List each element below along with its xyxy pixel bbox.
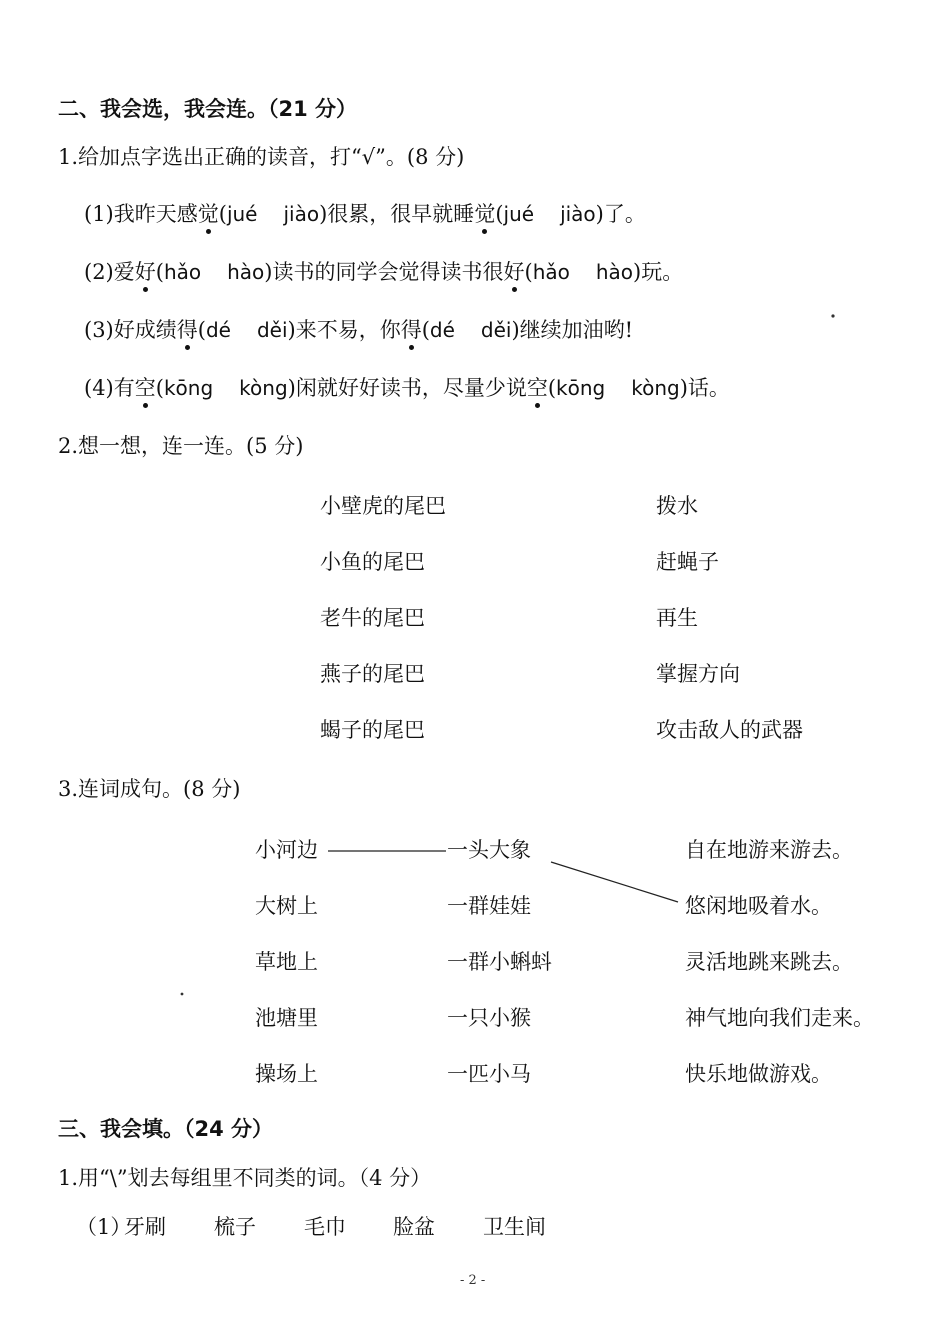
pinyin-option[interactable]: kòng [631, 376, 680, 400]
dotted-char: 好 [134, 260, 156, 284]
item-text: )了。 [595, 202, 646, 226]
pinyin-option[interactable]: hǎo [163, 260, 202, 284]
subject-4[interactable]: 一只小猴 [447, 1006, 531, 1030]
tail-use-2[interactable]: 赶蝇子 [656, 550, 719, 574]
subject-3[interactable]: 一群小蝌蚪 [447, 950, 552, 974]
pinyin-option[interactable]: hào [227, 260, 265, 284]
dotted-char: 得 [400, 318, 422, 342]
page-number: - 2 - [460, 1273, 486, 1288]
stray-mark [181, 993, 184, 996]
tail-owner-2[interactable]: 小鱼的尾巴 [320, 550, 425, 574]
pinyin-option[interactable]: kòng [239, 376, 288, 400]
tail-use-5[interactable]: 攻击敌人的武器 [656, 718, 803, 742]
section-3-title: 三、我会填。（24 分） [58, 1117, 274, 1141]
section-2-title: 二、我会选，我会连。（21 分） [58, 97, 358, 121]
pinyin-option[interactable]: jiào [560, 202, 596, 226]
pinyin-option[interactable]: kōng [556, 376, 606, 400]
dotted-char: 好 [503, 260, 525, 284]
subject-1[interactable]: 一头大象 [447, 838, 531, 862]
word-1[interactable]: 牙刷 [124, 1215, 166, 1239]
pinyin-option[interactable]: kōng [163, 376, 214, 400]
pinyin-item-1: (1)我昨天感觉(jué jiào)很累，很早就睡觉(jué jiào)了。 [84, 202, 646, 226]
pinyin-option[interactable]: hǎo [532, 260, 570, 284]
word-3[interactable]: 毛巾 [304, 1215, 346, 1239]
subject-5[interactable]: 一匹小马 [447, 1062, 531, 1086]
question-1-title: 1.给加点字选出正确的读音，打“√”。(8 分) [58, 145, 465, 169]
tail-owner-1[interactable]: 小壁虎的尾巴 [320, 494, 446, 518]
action-5[interactable]: 快乐地做游戏。 [685, 1062, 832, 1086]
pinyin-option[interactable]: dé [205, 318, 231, 342]
place-5[interactable]: 操场上 [255, 1062, 318, 1086]
pinyin-item-3: (3)好成绩得(dé děi)来不易，你得(dé děi)继续加油哟! [84, 318, 634, 342]
subject-2[interactable]: 一群娃娃 [447, 894, 531, 918]
pinyin-option[interactable]: jiào [283, 202, 320, 226]
pinyin-option[interactable]: jué [226, 202, 258, 226]
pinyin-option[interactable]: děi [480, 318, 512, 342]
dotted-char: 觉 [474, 202, 496, 226]
action-3[interactable]: 灵活地跳来跳去。 [685, 950, 853, 974]
dotted-char: 得 [176, 318, 198, 342]
item-text: )闲就好好读书，尽量少说 [287, 376, 527, 400]
tail-owner-4[interactable]: 燕子的尾巴 [320, 662, 425, 686]
action-2[interactable]: 悠闲地吸着水。 [685, 894, 832, 918]
item-text: )很累，很早就睡 [319, 202, 475, 226]
item-text: )玩。 [633, 260, 684, 284]
word-2[interactable]: 梳子 [214, 1215, 256, 1239]
dotted-char: 空 [526, 376, 548, 400]
tail-use-4[interactable]: 掌握方向 [656, 662, 740, 686]
tail-use-1[interactable]: 拨水 [656, 494, 698, 518]
place-2[interactable]: 大树上 [255, 894, 318, 918]
pinyin-item-4: (4)有空(kōng kòng)闲就好好读书，尽量少说空(kōng kòng)话。 [84, 376, 730, 400]
pinyin-option[interactable]: jué [503, 202, 535, 226]
tail-use-3[interactable]: 再生 [656, 606, 698, 630]
item-text: (3)好成绩 [84, 318, 177, 342]
action-1[interactable]: 自在地游来游去。 [685, 838, 853, 862]
stray-mark [831, 314, 834, 317]
section-3-question-1-title: 1.用“\”划去每组里不同类的词。（4 分） [58, 1166, 432, 1190]
pinyin-option[interactable]: hào [595, 260, 634, 284]
question-3-title: 3.连词成句。(8 分) [58, 777, 241, 801]
dotted-char: 空 [134, 376, 156, 400]
connector-line-subject-action [551, 862, 678, 902]
pinyin-option[interactable]: dé [429, 318, 455, 342]
pinyin-item-2: (2)爱好(hǎo hào)读书的同学会觉得读书很好(hǎo hào)玩。 [84, 260, 684, 284]
action-4[interactable]: 神气地向我们走来。 [685, 1006, 874, 1030]
item-text: (1)我昨天感 [84, 202, 198, 226]
group-label: （1） [76, 1215, 132, 1239]
place-4[interactable]: 池塘里 [255, 1006, 318, 1030]
place-1[interactable]: 小河边 [255, 838, 318, 862]
item-text: (2)爱 [84, 260, 135, 284]
item-text: )话。 [679, 376, 730, 400]
item-text: )读书的同学会觉得读书很 [264, 260, 504, 284]
dotted-char: 觉 [197, 202, 219, 226]
word-5[interactable]: 卫生间 [483, 1215, 546, 1239]
word-4[interactable]: 脸盆 [393, 1215, 435, 1239]
item-text: (4)有 [84, 376, 135, 400]
pinyin-option[interactable]: děi [256, 318, 288, 342]
item-text: )继续加油哟! [511, 318, 634, 342]
tail-owner-3[interactable]: 老牛的尾巴 [320, 606, 425, 630]
place-3[interactable]: 草地上 [255, 950, 318, 974]
question-2-title: 2.想一想，连一连。(5 分) [58, 434, 304, 458]
tail-owner-5[interactable]: 蝎子的尾巴 [320, 718, 425, 742]
item-text: )来不易，你 [287, 318, 401, 342]
